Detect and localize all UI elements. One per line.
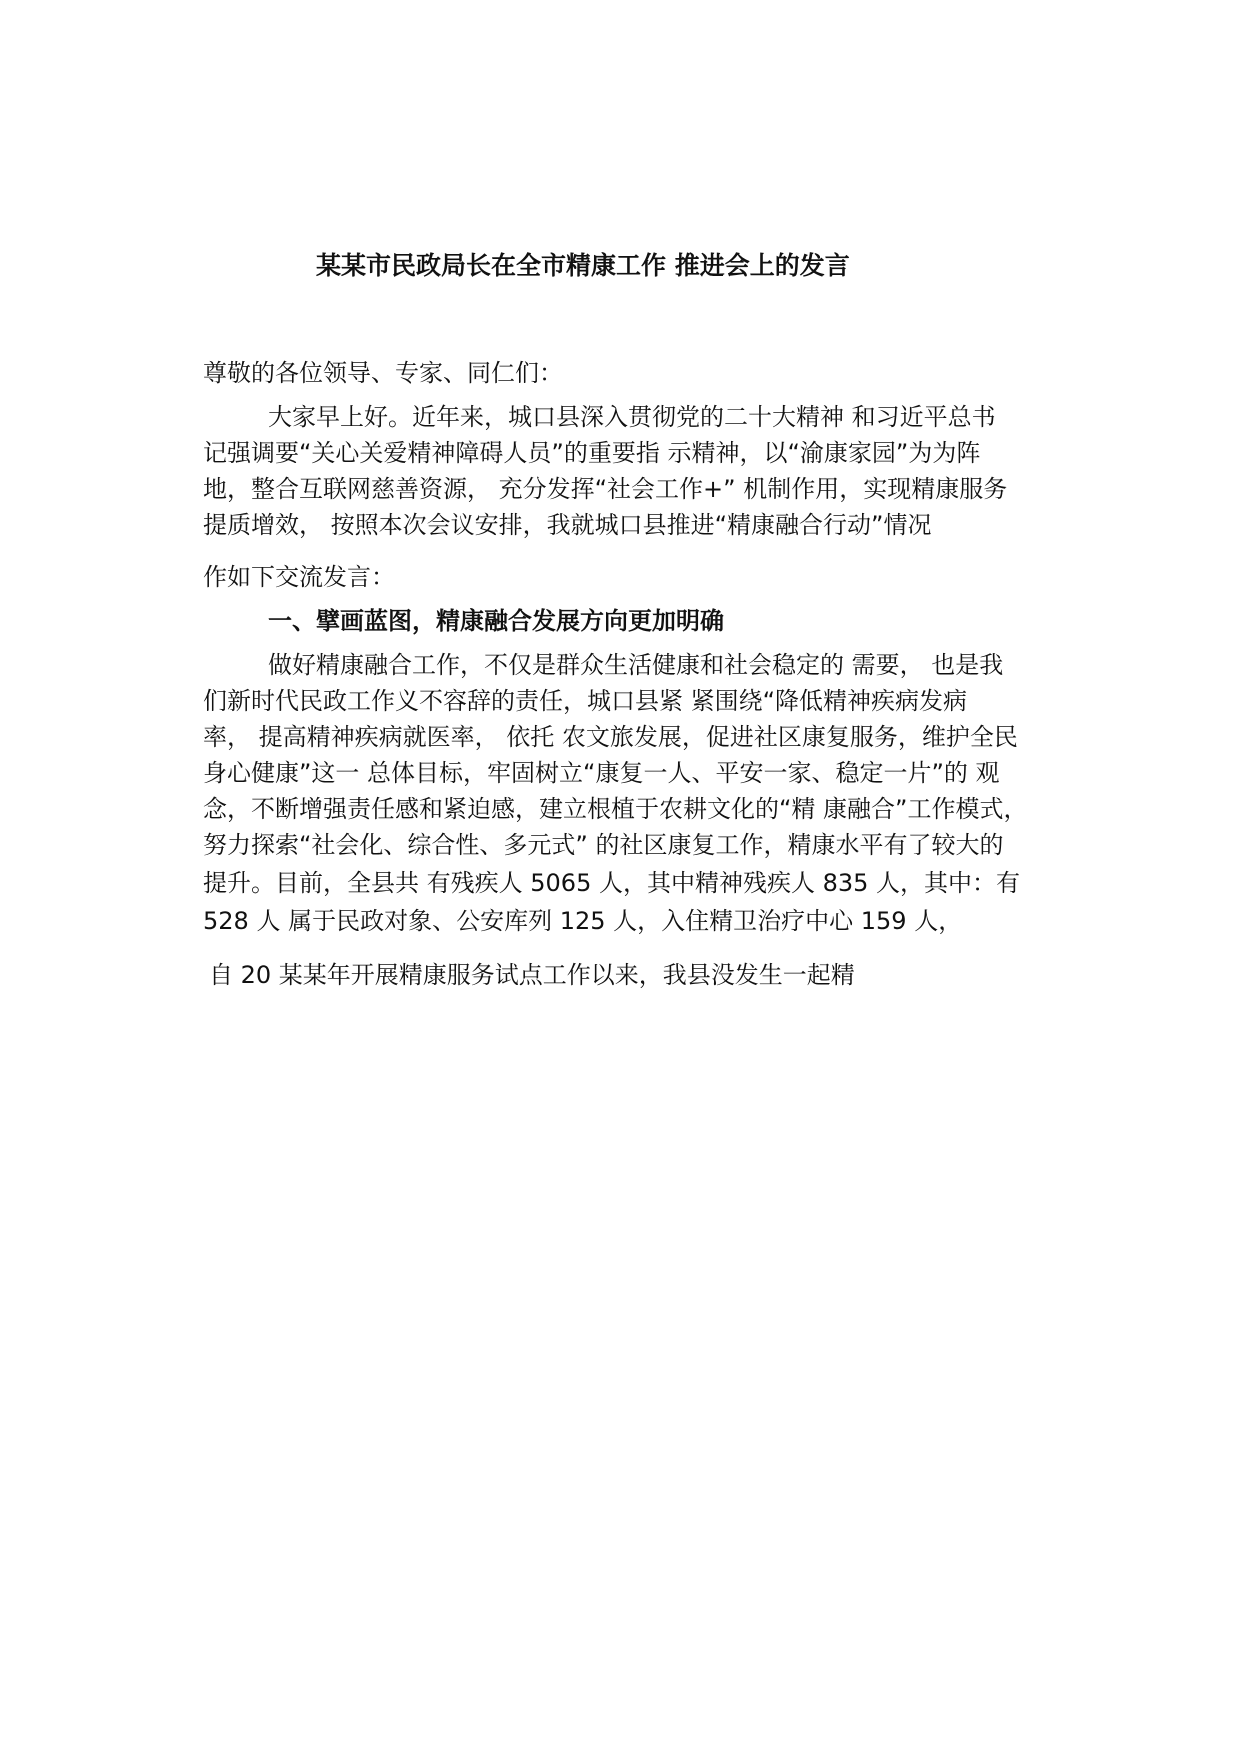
paragraph2-line2: 们新时代民政工作义不容辞的责任，城口县紧 紧围绕“降低精神疾病发病 <box>203 687 968 715</box>
paragraph2-line4: 身心健康”这一 总体目标，牢固树立“康复一人、平安一家、稳定一片”的 观 <box>203 759 1000 787</box>
paragraph2-line7: 提升。目前，全县共 有残疾人 5065 人，其中精神残疾人 835 人，其中：有 <box>203 869 1021 897</box>
paragraph1-end: 作如下交流发言： <box>203 563 395 591</box>
section1-heading: 一、擘画蓝图，精康融合发展方向更加明确 <box>268 607 724 635</box>
paragraph1-line4: 提质增效， 按照本次会议安排，我就城口县推进“精康融合行动”情况 <box>203 511 932 539</box>
paragraph2-line1: 做好精康融合工作，不仅是群众生活健康和社会稳定的 需要， 也是我 <box>268 651 1004 679</box>
salutation: 尊敬的各位领导、专家、同仁们： <box>203 359 563 387</box>
paragraph2-line6: 努力探索“社会化、综合性、多元式” 的社区康复工作，精康水平有了较大的 <box>203 831 1004 859</box>
paragraph1-line2: 记强调要“关心关爱精神障碍人员”的重要指 示精神，以“渝康家园”为为阵 <box>203 439 981 467</box>
document-title: 某某市民政局长在全市精康工作 推进会上的发言 <box>316 251 850 280</box>
paragraph2-line8: 528 人 属于民政对象、公安库列 125 人，入住精卫治疗中心 159 人， <box>203 907 963 935</box>
paragraph2-line5: 念，不断增强责任感和紧迫感，建立根植于农耕文化的“精 康融合”工作模式， <box>203 795 1028 823</box>
paragraph2-line3: 率， 提高精神疾病就医率， 依托 农文旅发展，促进社区康复服务，维护全民 <box>203 723 1018 751</box>
paragraph1-line1: 大家早上好。近年来，城口县深入贯彻党的二十大精神 和习近平总书 <box>268 403 996 431</box>
paragraph1-line3: 地，整合互联网慈善资源， 充分发挥“社会工作+” 机制作用，实现精康服务 <box>203 475 1008 503</box>
paragraph3-line1: 自 20 某某年开展精康服务试点工作以来，我县没发生一起精 <box>209 961 855 989</box>
